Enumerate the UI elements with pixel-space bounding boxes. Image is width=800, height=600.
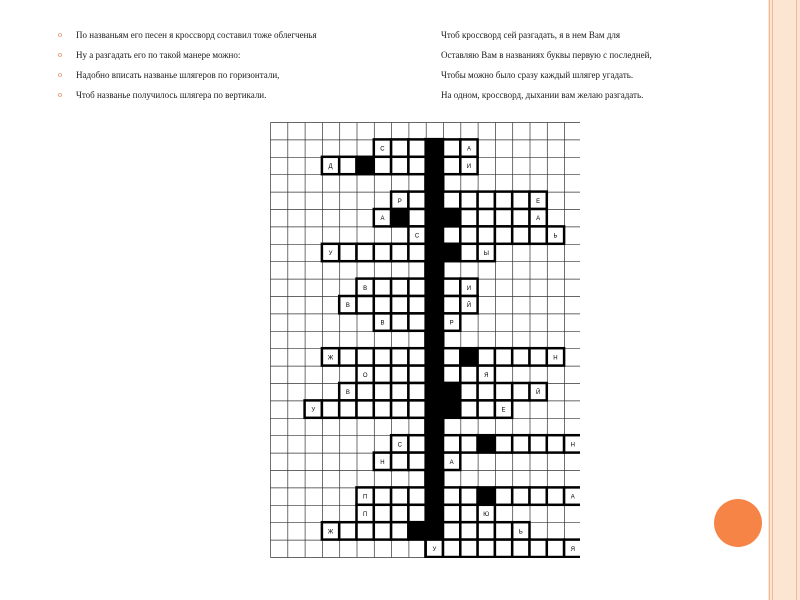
cell-letter: С [414,233,420,240]
answer-cell[interactable] [495,435,512,452]
answer-cell[interactable] [530,226,547,243]
answer-cell[interactable] [478,192,495,209]
filled-cell [357,157,374,174]
cell-letter: У [328,251,333,257]
answer-cell[interactable] [512,348,529,365]
cell-letter: Ь [553,233,558,240]
answer-cell[interactable] [408,348,425,365]
filled-cell [426,522,443,539]
bullet-item [58,90,698,100]
crossword-grid [270,122,580,558]
cell-letter: Я [484,372,489,379]
answer-cell[interactable] [339,348,356,365]
cell-letter: Ы [483,251,489,257]
answer-cell[interactable] [530,487,547,504]
answer-cell[interactable] [478,209,495,226]
cell-letter: В [345,303,350,310]
answer-cell[interactable] [443,139,460,156]
answer-cell[interactable] [547,487,564,504]
filled-cell [426,366,443,383]
answer-cell[interactable] [460,209,477,226]
answer-cell[interactable] [374,400,391,417]
cell-letter: А [536,216,541,223]
cell-letter: И [466,164,472,170]
answer-cell[interactable] [547,540,564,557]
cell-letter: И [466,285,472,292]
filled-cell [426,348,443,365]
answer-cell[interactable] [408,279,425,296]
filled-cell [426,279,443,296]
answer-cell[interactable] [443,279,460,296]
cell-letter: А [380,216,385,223]
answer-cell[interactable] [530,435,547,452]
answer-cell[interactable] [495,226,512,243]
cell-letter: У [432,546,437,553]
answer-cell[interactable] [443,348,460,365]
filled-cell [426,453,443,470]
filled-cell [391,209,408,226]
answer-cell[interactable] [357,296,374,313]
cell-letter: А [466,146,471,153]
cell-letter: В [363,285,368,292]
cell-letter: Ь [518,529,523,536]
answer-cell[interactable] [495,540,512,557]
answer-cell[interactable] [512,487,529,504]
answer-cell[interactable] [460,505,477,522]
answer-cell[interactable] [391,400,408,417]
filled-cell [426,174,443,191]
bullet-right-text: Чтобы можно было сразу каждый шлягер угадать. [441,70,634,80]
cell-letter: В [380,320,385,327]
cell-letter: П [362,494,368,501]
answer-cell[interactable] [374,366,391,383]
answer-cell[interactable] [339,522,356,539]
answer-cell[interactable] [512,192,529,209]
bullet-right-text: На одном, кроссворд, дыхании вам желаю разгадать. [441,90,644,100]
answer-cell[interactable] [408,505,425,522]
answer-cell[interactable] [391,139,408,156]
cell-letter: С [380,146,385,153]
answer-cell[interactable] [495,487,512,504]
answer-cell[interactable] [460,244,477,261]
answer-cell[interactable] [408,209,425,226]
cell-letter: У [311,407,316,414]
cell-letter: А [449,459,454,466]
answer-cell[interactable] [443,522,460,539]
answer-cell[interactable] [339,400,356,417]
answer-cell[interactable] [443,505,460,522]
answer-cell[interactable] [460,366,477,383]
filled-cell [426,157,443,174]
answer-cell[interactable] [512,383,529,400]
answer-cell[interactable] [443,226,460,243]
filled-cell [426,226,443,243]
cell-letter: Н [570,442,575,449]
answer-cell[interactable] [495,192,512,209]
answer-cell[interactable] [408,453,425,470]
answer-cell[interactable] [460,540,477,557]
answer-cell[interactable] [374,383,391,400]
answer-cell[interactable] [391,348,408,365]
answer-cell[interactable] [391,487,408,504]
bullet-left-text: Надобно вписать названье шлягеров по горизонтали, [76,70,280,80]
answer-cell[interactable] [357,244,374,261]
bullet-left-text: Ну а разгадать его по такой манере можно: [76,50,241,60]
answer-cell[interactable] [495,522,512,539]
filled-cell [426,139,443,156]
answer-cell[interactable] [443,366,460,383]
cell-letter: С [397,442,402,449]
filled-cell [426,383,443,400]
bullet-left-text: Чтоб названье получилось шлягера по вертикали. [76,90,267,100]
answer-cell[interactable] [391,296,408,313]
cell-letter: Я [570,546,575,553]
cell-letter: Р [449,320,454,327]
answer-cell[interactable] [408,366,425,383]
filled-cell [426,313,443,330]
cell-letter: Ж [327,355,334,362]
filled-cell [426,400,443,417]
bullet-left-text: По названьям его песен я кроссворд составил тоже облегченья [76,30,317,40]
filled-cell [426,261,443,278]
decorative-border-line [796,0,797,600]
cell-letter: В [345,390,350,397]
answer-cell[interactable] [512,540,529,557]
answer-cell[interactable] [374,296,391,313]
answer-cell[interactable] [408,139,425,156]
answer-cell[interactable] [530,540,547,557]
answer-cell[interactable] [374,505,391,522]
answer-cell[interactable] [460,435,477,452]
answer-cell[interactable] [408,296,425,313]
answer-cell[interactable] [339,244,356,261]
answer-cell[interactable] [374,348,391,365]
answer-cell[interactable] [408,487,425,504]
answer-cell[interactable] [460,383,477,400]
cell-letter: А [570,494,575,501]
cell-letter: Н [380,459,385,466]
filled-cell [426,418,443,435]
decorative-border-line [772,0,773,600]
filled-cell [426,470,443,487]
answer-cell[interactable] [443,487,460,504]
decorative-border-line [769,0,770,600]
answer-cell[interactable] [460,226,477,243]
filled-cell [426,487,443,504]
bullet-list [58,30,698,110]
answer-cell[interactable] [357,522,374,539]
answer-cell[interactable] [374,244,391,261]
bullet-item [58,70,698,80]
bullet-right-text: Чтоб кроссворд сей разгадать, я в нем Вам для [441,30,621,40]
answer-cell[interactable] [443,157,460,174]
filled-cell [408,522,425,539]
answer-cell[interactable] [391,383,408,400]
bullet-marker-icon: o [58,30,62,39]
cell-letter: Й [466,303,472,310]
cell-letter: П [362,512,368,518]
answer-cell[interactable] [495,209,512,226]
filled-cell [426,192,443,209]
answer-cell[interactable] [478,348,495,365]
answer-cell[interactable] [460,522,477,539]
answer-cell[interactable] [408,400,425,417]
answer-cell[interactable] [547,435,564,452]
bullet-item [58,50,698,60]
answer-cell[interactable] [530,348,547,365]
answer-cell[interactable] [408,313,425,330]
filled-cell [443,244,460,261]
cell-letter: Е [501,407,506,414]
cell-letter: Д [328,164,333,170]
answer-cell[interactable] [460,400,477,417]
answer-cell[interactable] [478,400,495,417]
bullet-item [58,30,698,40]
filled-cell [426,209,443,226]
answer-cell[interactable] [391,313,408,330]
answer-cell[interactable] [512,209,529,226]
cell-letter: Е [536,198,541,205]
filled-cell [426,244,443,261]
answer-cell[interactable] [443,296,460,313]
answer-cell[interactable] [391,366,408,383]
bullet-marker-icon: o [58,50,62,59]
filled-cell [426,435,443,452]
accent-circle [714,499,762,547]
answer-cell[interactable] [391,522,408,539]
filled-cell [478,487,495,504]
answer-cell[interactable] [391,505,408,522]
answer-cell[interactable] [408,244,425,261]
answer-cell[interactable] [460,487,477,504]
answer-cell[interactable] [478,226,495,243]
answer-cell[interactable] [443,540,460,557]
answer-cell[interactable] [478,522,495,539]
bullet-marker-icon: o [58,70,62,79]
answer-cell[interactable] [408,192,425,209]
answer-cell[interactable] [408,435,425,452]
answer-cell[interactable] [374,487,391,504]
cell-letter: Й [535,390,541,397]
answer-cell[interactable] [357,400,374,417]
answer-cell[interactable] [443,435,460,452]
answer-cell[interactable] [512,435,529,452]
answer-cell[interactable] [478,383,495,400]
answer-cell[interactable] [374,157,391,174]
bullet-marker-icon: o [58,90,62,99]
answer-cell[interactable] [495,383,512,400]
filled-cell [443,383,460,400]
filled-cell [460,348,477,365]
answer-cell[interactable] [512,226,529,243]
filled-cell [478,435,495,452]
answer-cell[interactable] [391,279,408,296]
filled-cell [426,296,443,313]
answer-cell[interactable] [322,400,339,417]
answer-cell[interactable] [460,192,477,209]
answer-cell[interactable] [339,157,356,174]
answer-cell[interactable] [374,522,391,539]
answer-cell[interactable] [357,348,374,365]
filled-cell [426,505,443,522]
answer-cell[interactable] [408,157,425,174]
answer-cell[interactable] [374,279,391,296]
answer-cell[interactable] [357,383,374,400]
filled-cell [426,331,443,348]
filled-cell [443,400,460,417]
cell-letter: Ю [483,512,490,518]
answer-cell[interactable] [408,383,425,400]
cell-letter: О [362,372,368,379]
cell-letter: Ж [327,529,334,536]
filled-cell [443,209,460,226]
answer-cell[interactable] [443,192,460,209]
cell-letter: Н [553,355,558,362]
answer-cell[interactable] [391,453,408,470]
answer-cell[interactable] [391,157,408,174]
cell-letter: Р [397,198,402,205]
answer-cell[interactable] [391,244,408,261]
answer-cell[interactable] [495,348,512,365]
bullet-right-text: Оставляю Вам в названиях буквы первую с последней, [441,50,652,60]
answer-cell[interactable] [478,540,495,557]
